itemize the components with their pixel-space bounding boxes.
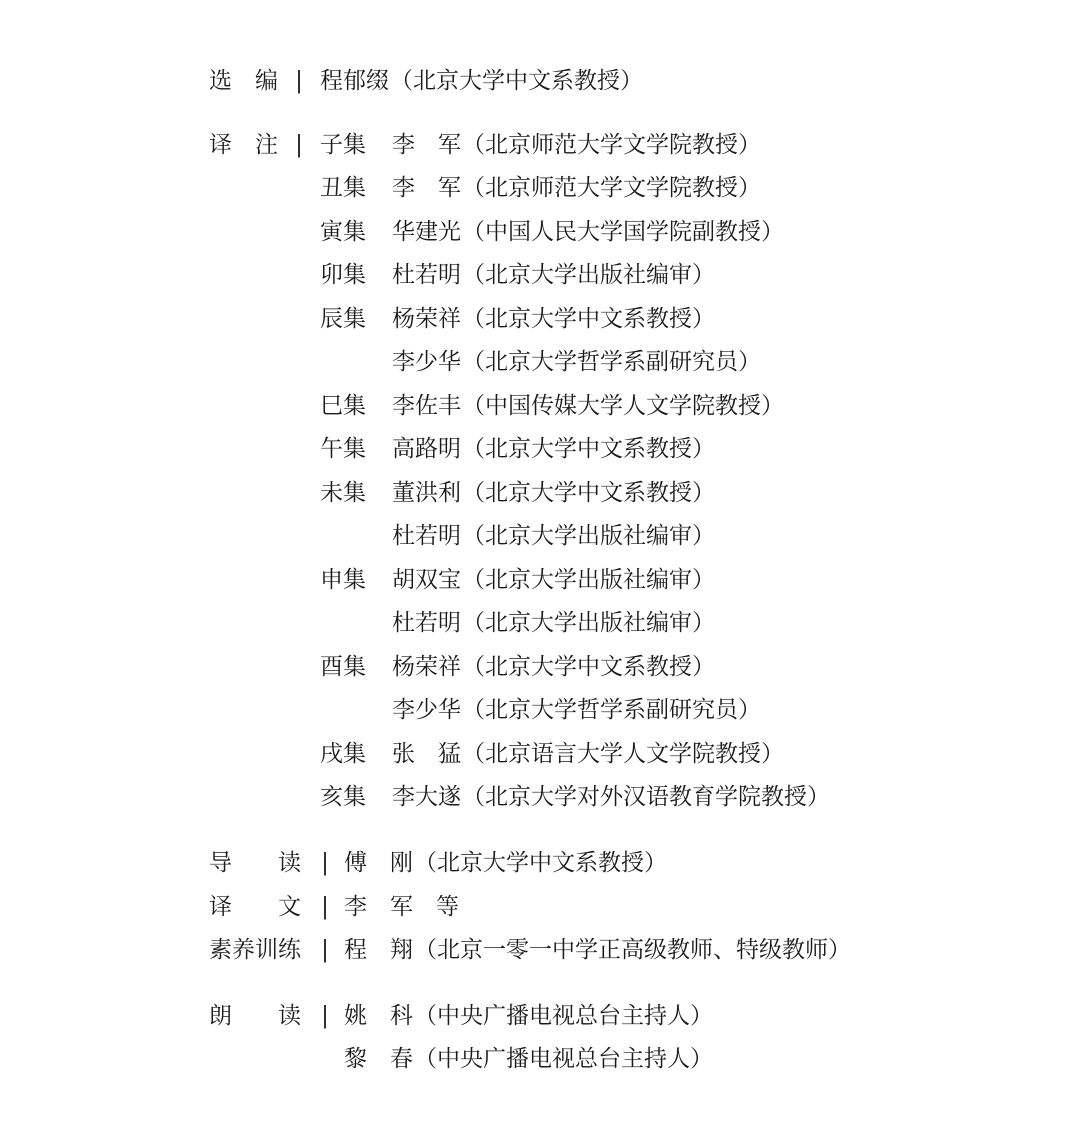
- volume-label: 戌集: [320, 741, 366, 767]
- annotator-affiliation: （北京师范大学文学院教授）: [462, 175, 761, 201]
- annotator-affiliation: （北京大学哲学系副研究员）: [462, 349, 761, 375]
- annotator-name: 杜若明: [392, 610, 461, 636]
- guide-affiliation: （北京大学中文系教授）: [414, 850, 667, 876]
- annotator-affiliation: （北京大学出版社编审）: [462, 523, 715, 549]
- guide-name: 傅 刚: [344, 850, 413, 876]
- role-training: 素养训练: [209, 937, 301, 963]
- annotator-affiliation: （中国传媒大学人文学院教授）: [462, 393, 784, 419]
- annotator-name: 张 猛: [392, 741, 461, 767]
- volume-label: 酉集: [320, 654, 366, 680]
- annotator-name: 董洪利: [392, 480, 461, 506]
- annotator-name: 李大遂: [392, 784, 461, 810]
- reader-name: 黎 春: [344, 1046, 413, 1072]
- annotator-affiliation: （北京大学出版社编审）: [462, 567, 715, 593]
- separator: |: [295, 68, 303, 94]
- volume-label: 卯集: [320, 262, 366, 288]
- reader-affiliation: （中央广播电视总台主持人）: [414, 1003, 713, 1029]
- translation-name: 李 军 等: [344, 894, 459, 920]
- volume-label: 未集: [320, 480, 366, 506]
- role-annotation: 译 注: [209, 132, 278, 158]
- annotator-name: 杨荣祥: [392, 306, 461, 332]
- annotator-name: 李佐丰: [392, 393, 461, 419]
- annotator-affiliation: （北京大学哲学系副研究员）: [462, 697, 761, 723]
- annotator-affiliation: （北京大学出版社编审）: [462, 610, 715, 636]
- volume-label: 申集: [320, 567, 366, 593]
- role-translation: 译 文: [209, 894, 301, 920]
- annotator-affiliation: （北京语言大学人文学院教授）: [462, 741, 784, 767]
- annotator-name: 李 军: [392, 132, 461, 158]
- annotator-name: 杜若明: [392, 262, 461, 288]
- separator: |: [321, 850, 329, 876]
- annotator-name: 高路明: [392, 436, 461, 462]
- annotator-affiliation: （北京师范大学文学院教授）: [462, 132, 761, 158]
- annotator-affiliation: （北京大学中文系教授）: [462, 480, 715, 506]
- annotator-affiliation: （中国人民大学国学院副教授）: [462, 219, 784, 245]
- volume-label: 巳集: [320, 393, 366, 419]
- annotator-affiliation: （北京大学中文系教授）: [462, 654, 715, 680]
- selection-name: 程郁缀: [320, 68, 389, 94]
- annotator-name: 杨荣祥: [392, 654, 461, 680]
- volume-label: 寅集: [320, 219, 366, 245]
- reader-affiliation: （中央广播电视总台主持人）: [414, 1046, 713, 1072]
- annotator-name: 李少华: [392, 349, 461, 375]
- reader-name: 姚 科: [344, 1003, 413, 1029]
- volume-label: 午集: [320, 436, 366, 462]
- annotator-affiliation: （北京大学出版社编审）: [462, 262, 715, 288]
- annotator-name: 杜若明: [392, 523, 461, 549]
- volume-label: 亥集: [320, 784, 366, 810]
- annotator-name: 胡双宝: [392, 567, 461, 593]
- role-reading: 朗 读: [209, 1003, 301, 1029]
- volume-label: 丑集: [320, 175, 366, 201]
- training-name: 程 翔: [344, 937, 413, 963]
- separator: |: [321, 894, 329, 920]
- separator: |: [321, 1003, 329, 1029]
- role-guide: 导 读: [209, 850, 301, 876]
- annotator-affiliation: （北京大学对外汉语教育学院教授）: [462, 784, 830, 810]
- annotator-name: 李少华: [392, 697, 461, 723]
- role-selection: 选 编: [209, 68, 278, 94]
- separator: |: [321, 937, 329, 963]
- training-affiliation: （北京一零一中学正高级教师、特级教师）: [414, 937, 851, 963]
- annotator-name: 李 军: [392, 175, 461, 201]
- volume-label: 辰集: [320, 306, 366, 332]
- annotator-affiliation: （北京大学中文系教授）: [462, 306, 715, 332]
- selection-affiliation: （北京大学中文系教授）: [390, 68, 643, 94]
- annotator-name: 华建光: [392, 219, 461, 245]
- annotator-affiliation: （北京大学中文系教授）: [462, 436, 715, 462]
- separator: |: [295, 132, 303, 158]
- volume-label: 子集: [320, 132, 366, 158]
